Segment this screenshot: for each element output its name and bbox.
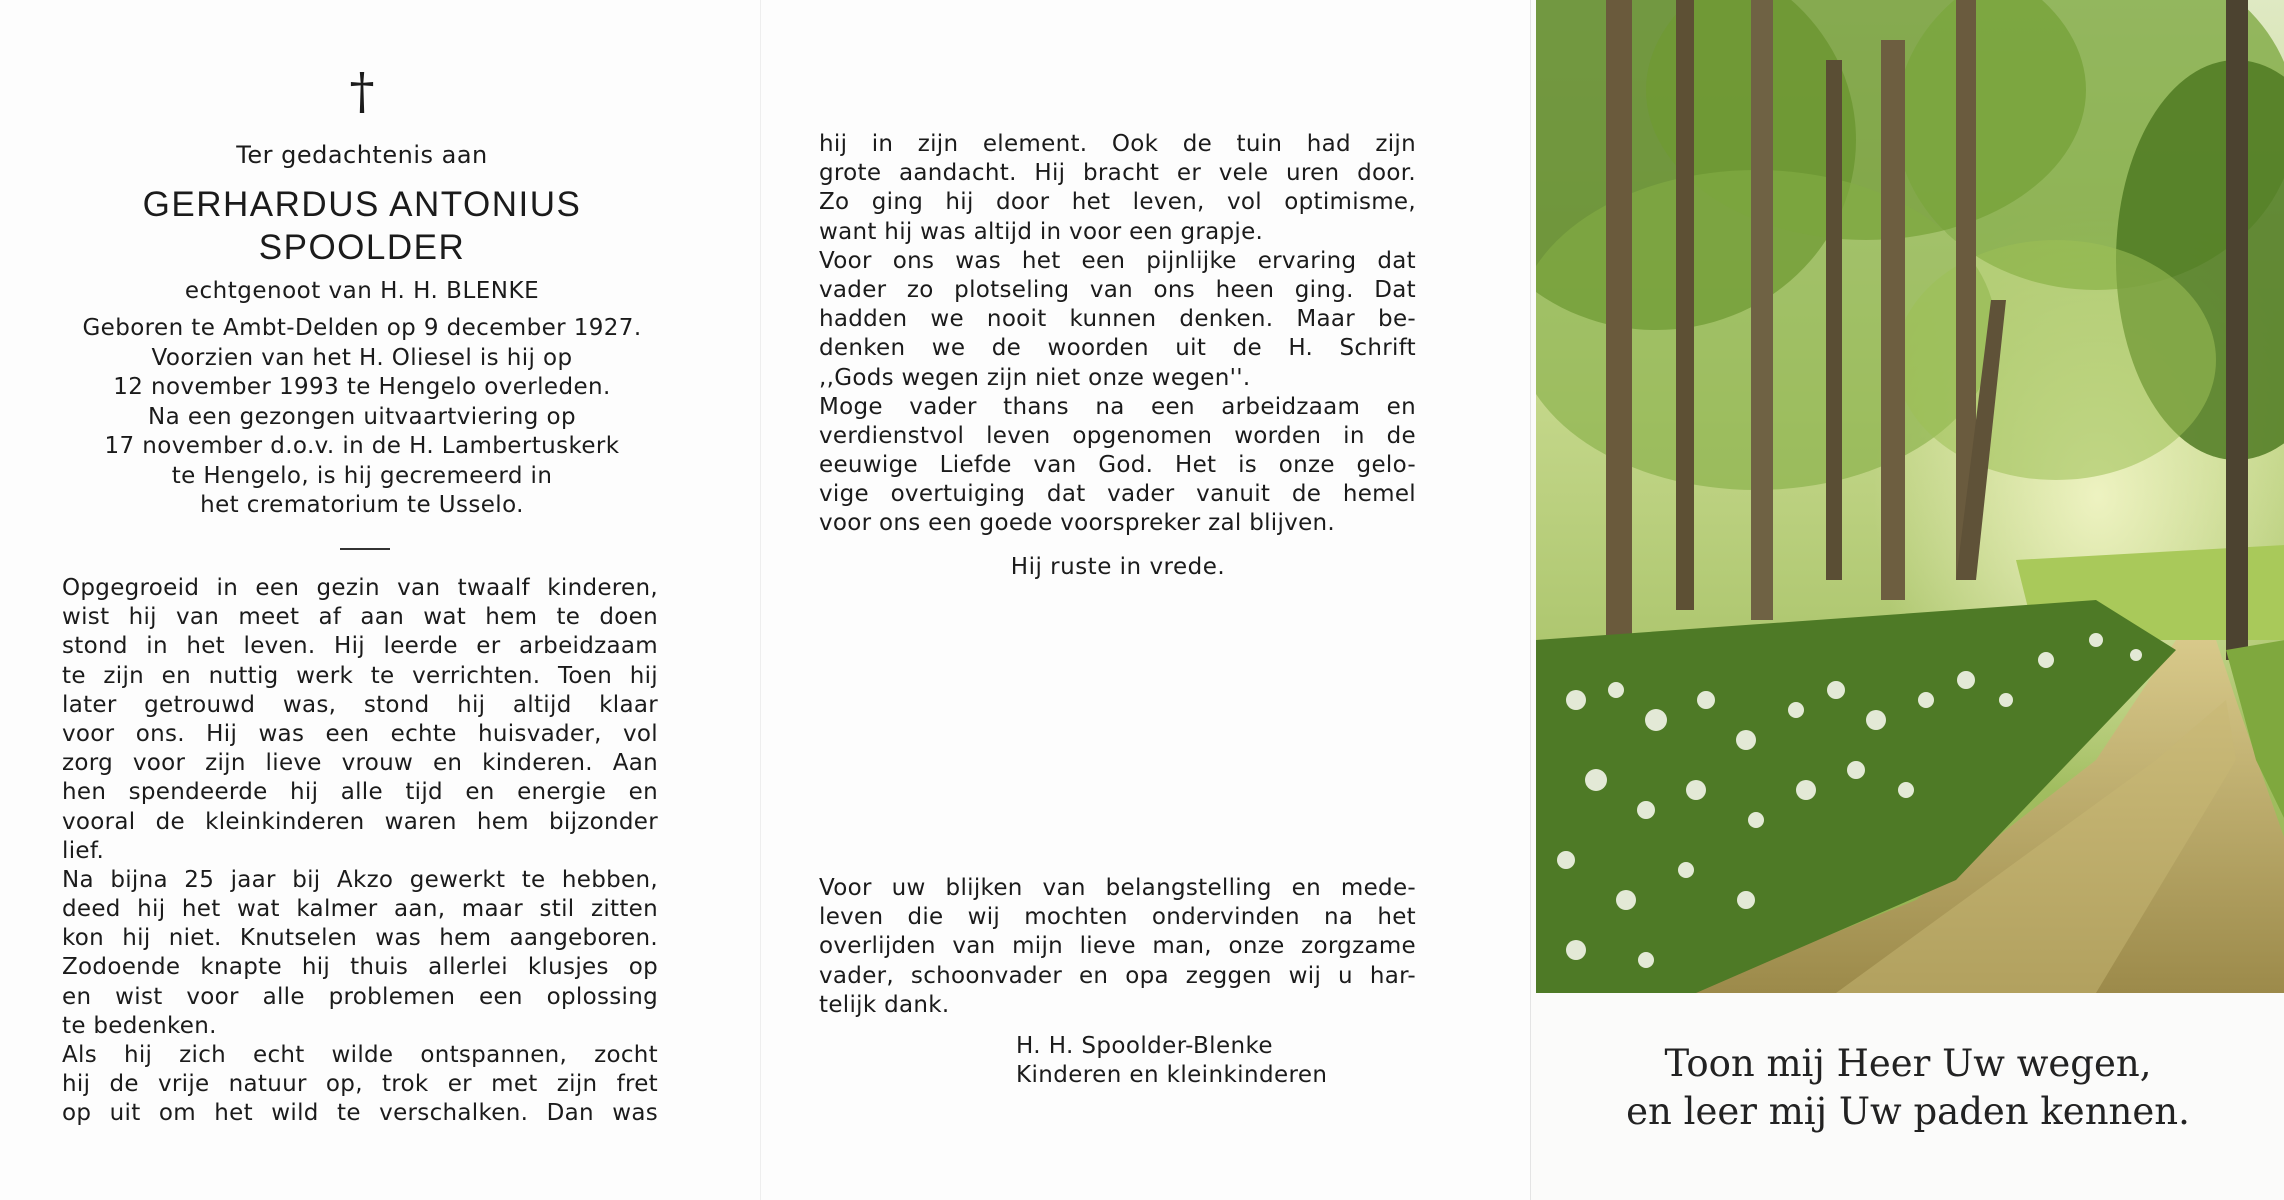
bio-line: Na een gezongen uitvaartviering op xyxy=(148,403,576,430)
text-line: hij in zijn element. Ook de tuin had zijn xyxy=(819,131,1416,157)
life-story-continued xyxy=(819,130,1416,539)
spouse-line: echtgenoot van H. H. BLENKE xyxy=(184,278,540,304)
text-line: hen spendeerde hij alle tijd en energie en xyxy=(62,779,658,806)
text-line: denken we de woorden uit de H. Schrift xyxy=(819,335,1416,362)
text-line: hij de vrije natuur op, trok er met zijn fret xyxy=(62,1071,658,1098)
text-line: Moge vader thans na een arbeidzaam en xyxy=(819,393,1416,420)
text-line: Zo ging hij door het leven, vol optimisme, xyxy=(819,189,1416,216)
name-line-1: GERHARDUS ANTONIUS xyxy=(142,185,582,224)
text-line: kon hij niet. Knutselen was hem aangeboren. xyxy=(62,925,658,952)
text-line: vader zo plotseling van ons heen ging. Dat xyxy=(819,276,1416,303)
bio-line: 12 november 1993 te Hengelo overleden. xyxy=(113,374,611,400)
verse-line-2: en leer mij Uw paden kennen. xyxy=(1626,1090,2190,1133)
text-line: te zijn en nuttig werk te verrichten. Toen hij xyxy=(62,662,658,689)
text-line: Als hij zich echt wilde ontspannen, zocht xyxy=(62,1042,658,1068)
bio-line: 17 november d.o.v. in de H. Lambertuskerk xyxy=(104,433,620,459)
bio-line: het crematorium te Usselo. xyxy=(200,492,524,518)
right-panel xyxy=(1530,0,2284,1200)
signature-line: Kinderen en kleinkinderen xyxy=(1016,1062,1328,1088)
deceased-name xyxy=(0,183,724,269)
verse-line-1: Toon mij Heer Uw wegen, xyxy=(1664,1042,2152,1085)
text-line: vader, schoonvader en opa zeggen wij u har- xyxy=(819,962,1416,989)
cross-icon: † xyxy=(349,62,375,120)
text-line: want hij was altijd in voor een grapje. xyxy=(819,218,1264,245)
text-line: Opgegroeid in een gezin van twaalf kinderen, xyxy=(62,575,658,601)
text-line: leven die wij mochten ondervinden na het xyxy=(819,904,1416,931)
text-line: eeuwige Liefde van God. Het is onze gelo- xyxy=(819,452,1416,479)
text-line: later getrouwd was, stond hij altijd klaar xyxy=(62,691,658,718)
text-line: grote aandacht. Hij bracht er vele uren door. xyxy=(819,160,1416,187)
text-line: ,,Gods wegen zijn niet onze wegen''. xyxy=(819,364,1251,391)
text-line: Voor uw blijken van belangstelling en mede- xyxy=(819,875,1416,901)
text-line: voor ons een goede voorspreker zal blijven. xyxy=(819,510,1336,537)
text-line: hadden we nooit kunnen denken. Maar be- xyxy=(819,306,1416,333)
signature xyxy=(1016,1032,1327,1090)
bio-line: te Hengelo, is hij gecremeerd in xyxy=(171,462,553,489)
bible-verse xyxy=(1531,1040,2284,1136)
nature-path-photo xyxy=(1536,0,2284,993)
rest-in-peace-line: Hij ruste in vrede. xyxy=(1010,554,1226,580)
text-line: en wist voor alle problemen een oplossing xyxy=(62,983,658,1010)
text-line: vige overtuiging dat vader vanuit de hemel xyxy=(819,481,1416,508)
name-line-2: SPOOLDER xyxy=(258,228,466,267)
text-line: stond in het leven. Hij leerde er arbeidzaam xyxy=(62,633,658,660)
text-line: te bedenken. xyxy=(62,1012,217,1039)
text-line: Zodoende knapte hij thuis allerlei klusjes op xyxy=(62,954,658,981)
text-line: Voor ons was het een pijnlijke ervaring dat xyxy=(819,247,1416,274)
text-line: voor ons. Hij was een echte huisvader, vol xyxy=(62,720,658,747)
bio-line: Geboren te Ambt-Delden op 9 december 1927. xyxy=(82,315,642,341)
text-line: Na bijna 25 jaar bij Akzo gewerkt te hebben, xyxy=(62,866,658,893)
text-line: overlijden van mijn lieve man, onze zorgzame xyxy=(819,933,1416,960)
text-line: wist hij van meet af aan wat hem te doen xyxy=(62,604,658,631)
text-line: telijk dank. xyxy=(819,991,950,1018)
bio-line: Voorzien van het H. Oliesel is hij op xyxy=(151,344,573,371)
middle-panel xyxy=(760,0,1531,1200)
thanks-text xyxy=(819,874,1416,1020)
text-line: verdienstvol leven opgenomen worden in de xyxy=(819,422,1416,449)
text-line: op uit om het wild te verschalken. Dan was xyxy=(62,1100,658,1127)
life-story-text xyxy=(62,574,658,1129)
text-line: deed hij het wat kalmer aan, maar stil zitten xyxy=(62,896,658,923)
divider xyxy=(340,548,390,550)
left-panel xyxy=(0,0,760,1200)
intro-text: Ter gedachtenis aan xyxy=(236,141,488,169)
text-line: lief. xyxy=(62,837,105,864)
text-line: zorg voor zijn lieve vrouw en kinderen. Aan xyxy=(62,750,658,777)
biographical-details xyxy=(30,314,694,521)
text-line: vooral de kleinkinderen waren hem bijzonder xyxy=(62,808,658,835)
signature-line: H. H. Spoolder-Blenke xyxy=(1016,1033,1273,1059)
